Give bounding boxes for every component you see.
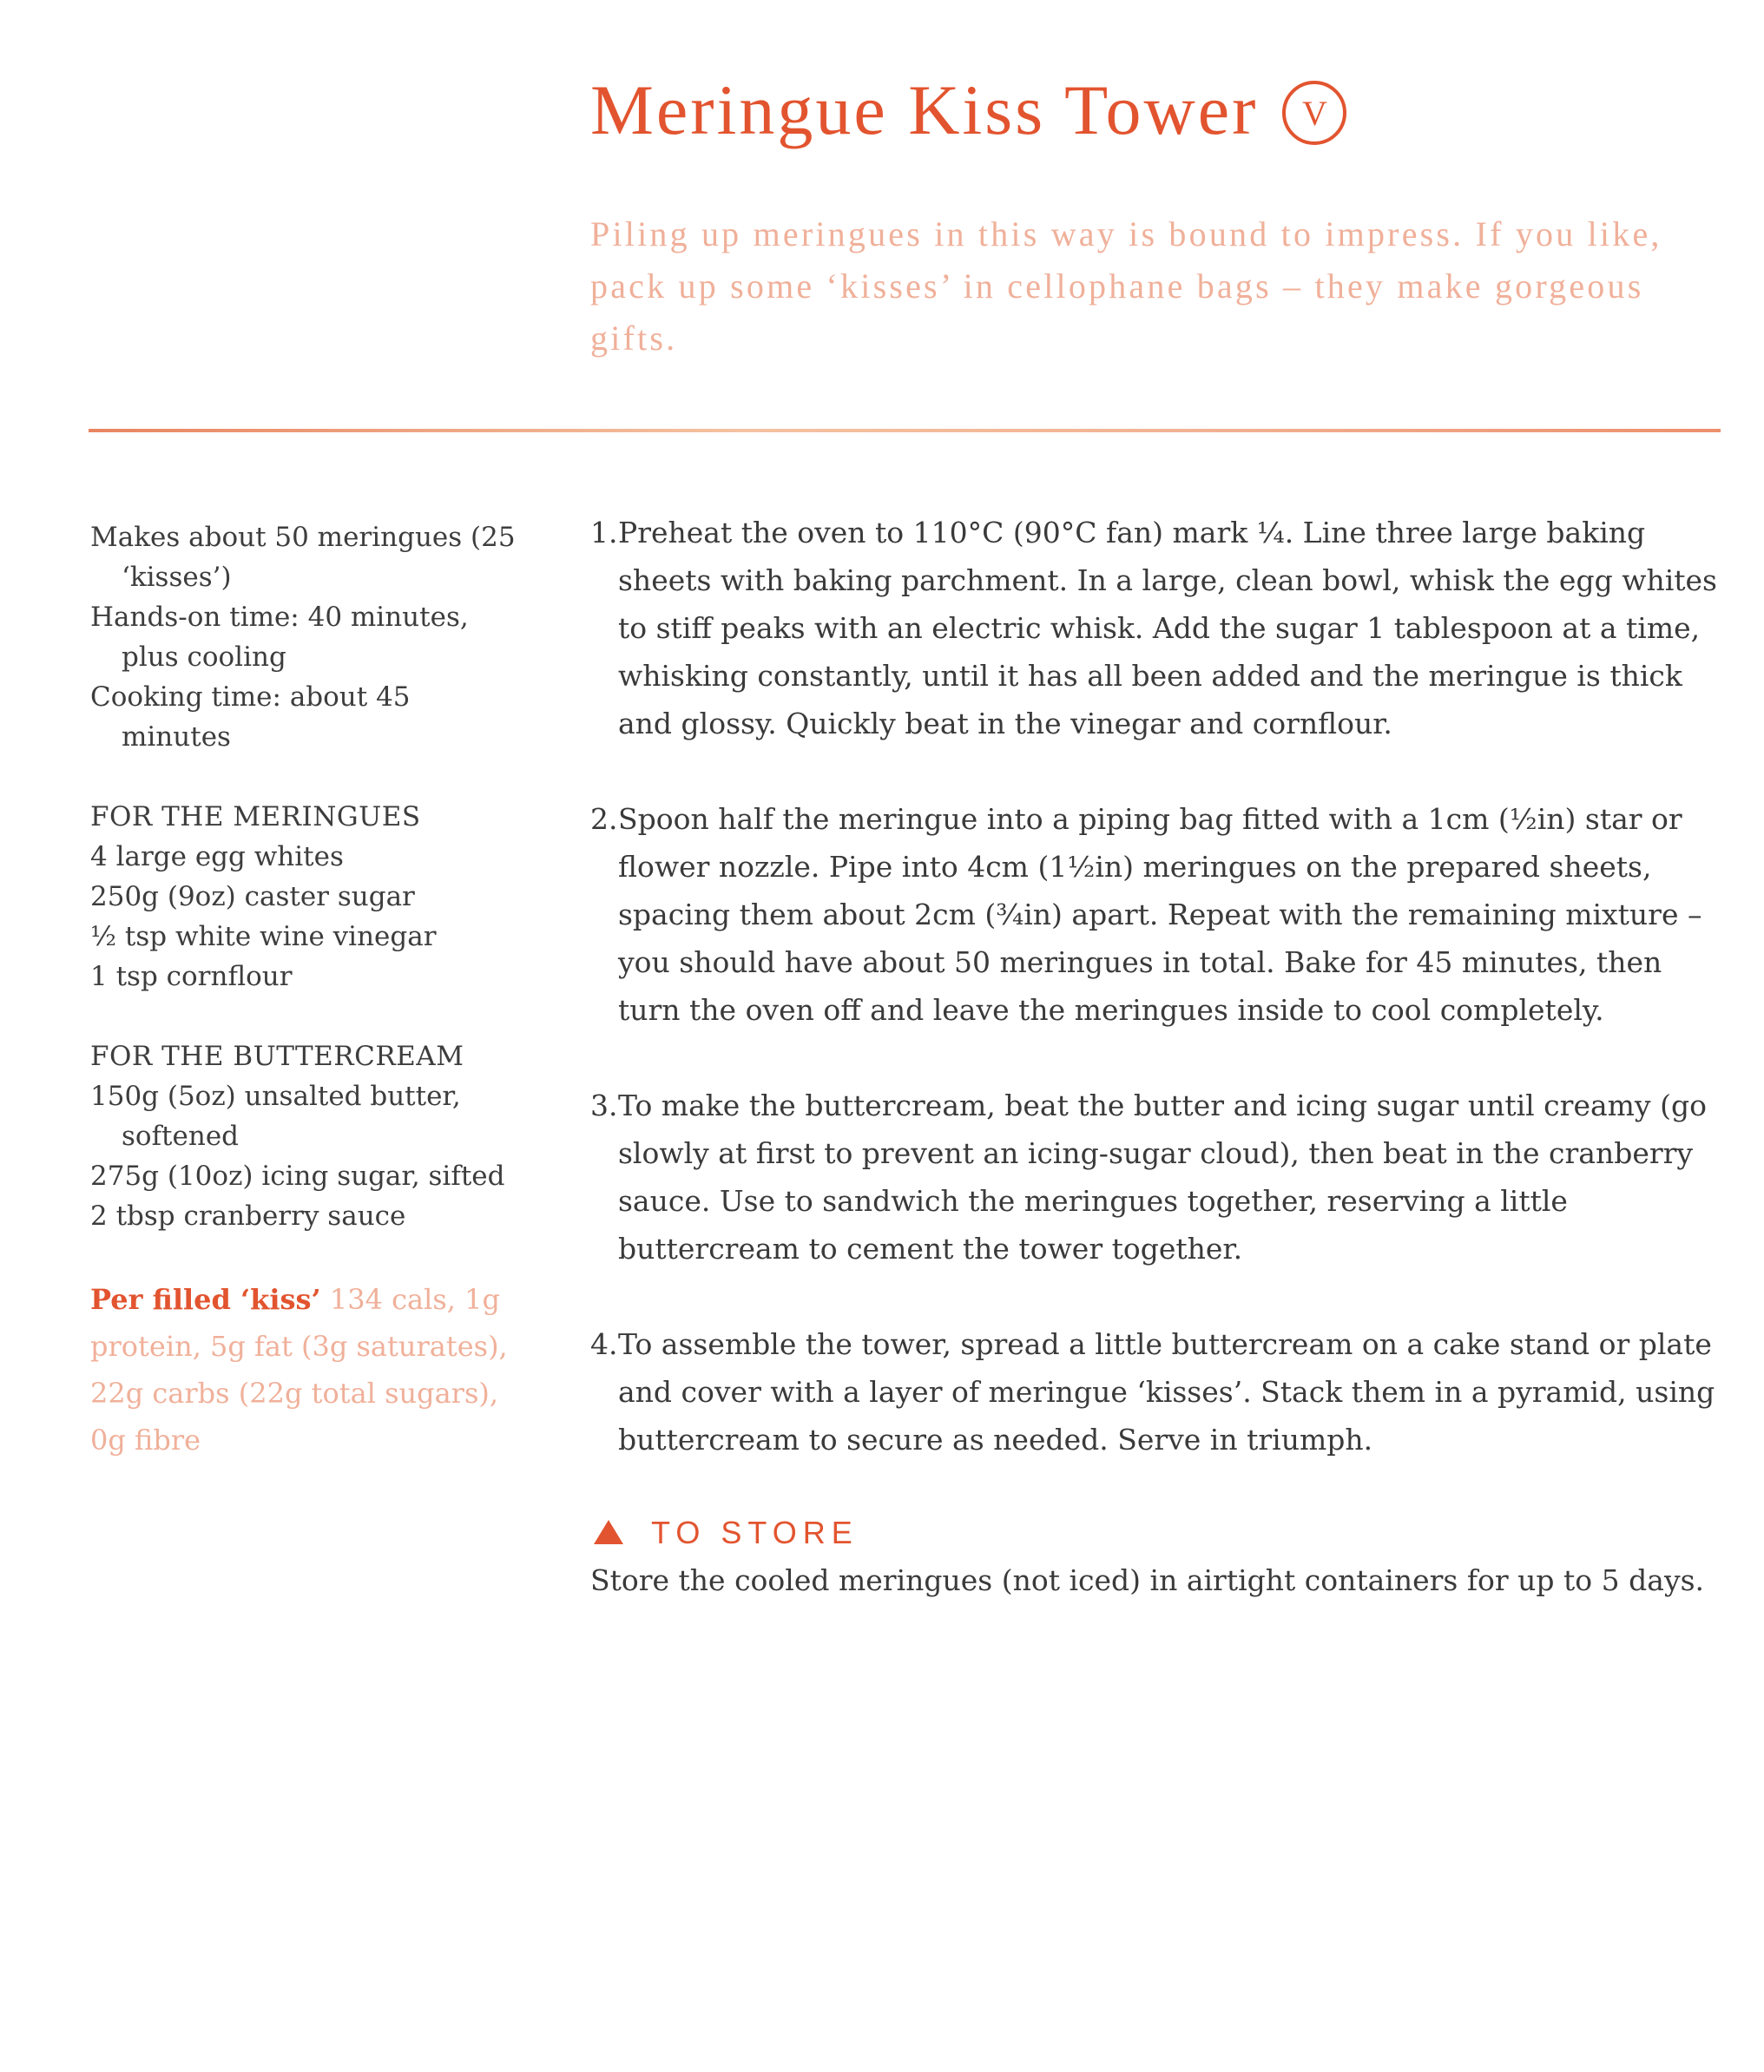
meringues-heading: FOR THE MERINGUES bbox=[90, 801, 421, 832]
ingredients-column bbox=[90, 517, 524, 1464]
ingredient-item: 2 tbsp cranberry sauce bbox=[90, 1200, 406, 1232]
ingredient-item: ½ tsp white wine vinegar bbox=[90, 921, 437, 952]
method-column bbox=[590, 509, 1728, 1604]
ingredient-item: 150g (5oz) unsalted butter, softened bbox=[90, 1081, 461, 1152]
ingredient-item: 4 large egg whites bbox=[90, 841, 344, 872]
method-step bbox=[590, 1082, 1728, 1273]
ingredient-item: 1 tsp cornflour bbox=[90, 961, 293, 992]
nutrition-text: 134 cals, 1g protein, 5g fat (3g saturates), 22g carbs (22g total sugars), 0g fibre bbox=[90, 1283, 508, 1457]
section-divider bbox=[89, 429, 1721, 432]
triangle-icon bbox=[594, 1520, 623, 1544]
store-heading: TO STORE bbox=[651, 1514, 859, 1550]
vegetarian-badge-icon: V bbox=[1282, 81, 1346, 145]
nutrition-info bbox=[90, 1276, 524, 1464]
step-text: Preheat the oven to 110°C (90°C fan) mark ¼. Line three large baking sheets with baking parchment. In a large, clean bowl, whisk the egg whites to stiff peaks with an electric whisk. Add the sugar 1 tablespoon at a time, whisking constantly, until it has all been added and the meringue is thick and glossy. Quickly beat in the vinegar and cornflour. bbox=[618, 516, 1717, 740]
buttercream-heading: FOR THE BUTTERCREAM bbox=[90, 1041, 464, 1072]
store-heading-row bbox=[590, 1508, 1728, 1556]
method-step bbox=[590, 795, 1728, 1034]
method-step bbox=[590, 509, 1728, 747]
method-step bbox=[590, 1320, 1728, 1464]
hands-on-time: Hands-on time: 40 minutes, plus cooling bbox=[90, 602, 469, 673]
nutrition-label: Per filled ‘kiss’ bbox=[90, 1283, 321, 1316]
recipe-intro: Piling up meringues in this way is bound to impress. If you like, pack up some ‘kisses’ in cellophane bags – they make gorgeous gifts. bbox=[590, 214, 1662, 358]
step-text: To assemble the tower, spread a little buttercream on a cake stand or plate and cover with a layer of meringue ‘kisses’. Stack them in a pyramid, using buttercream to secure as needed. Serve in triumph. bbox=[618, 1327, 1715, 1457]
step-number: 2. bbox=[590, 802, 618, 836]
title-row bbox=[590, 71, 1346, 149]
ingredient-item: 250g (9oz) caster sugar bbox=[90, 881, 415, 912]
step-number: 1. bbox=[590, 516, 618, 549]
step-number: 4. bbox=[590, 1327, 618, 1361]
store-text: Store the cooled meringues (not iced) in airtight containers for up to 5 days. bbox=[590, 1563, 1705, 1597]
step-number: 3. bbox=[590, 1089, 618, 1122]
recipe-title: Meringue Kiss Tower bbox=[590, 70, 1259, 149]
ingredient-item: 275g (10oz) icing sugar, sifted bbox=[90, 1161, 505, 1192]
step-text: To make the buttercream, beat the butter and icing sugar until creamy (go slowly at first to prevent an icing-sugar cloud), then beat in the cranberry sauce. Use to sandwich the meringues together, reserving a little buttercream to cement the tower together. bbox=[618, 1089, 1707, 1266]
step-text: Spoon half the meringue into a piping bag fitted with a 1cm (½in) star or flower nozzle. Pipe into 4cm (1½in) meringues on the prepared sheets, spacing them about 2cm (¾in) apart. Repeat with the remaining mixture – you should have about 50 meringues in total. Bake for 45 minutes, then turn the oven off and leave the meringues inside to cool completely. bbox=[618, 802, 1702, 1027]
yield-info: Makes about 50 meringues (25 ‘kisses’) bbox=[90, 522, 516, 593]
cooking-time: Cooking time: about 45 minutes bbox=[90, 681, 411, 753]
